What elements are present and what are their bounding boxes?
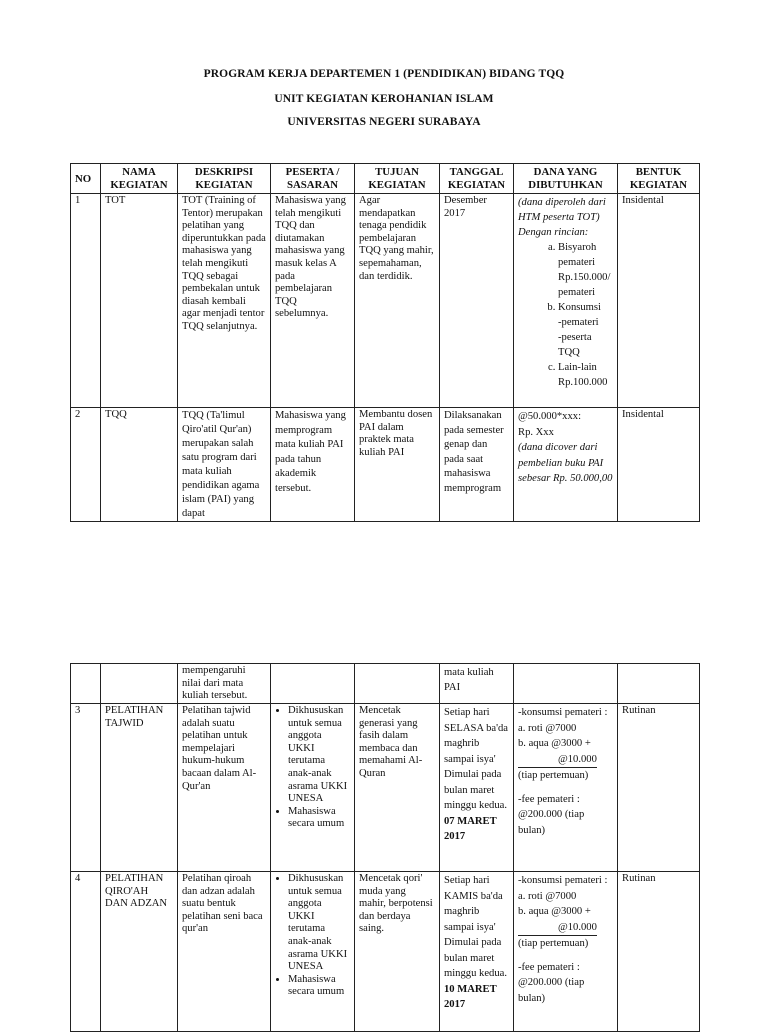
cell-peserta [271,664,355,704]
col-header-dana: DANA YANG DIBUTUHKAN [514,164,618,194]
cell-bentuk: Insidental [618,194,700,408]
dana-line-2: Rp. Xxx [518,426,554,438]
cell-tanggal [440,704,514,872]
table-header-row [71,164,700,194]
peserta-item: • Mahasiswa secara umum [288,806,350,831]
cell-no: 1 [71,194,101,408]
dana-aqua: b. aqua @3000 + [518,906,591,917]
dana-roti: a. roti @7000 [518,890,577,902]
dana-aqua: b. aqua @3000 + [518,738,591,749]
doc-title-line-2: UNIT KEGIATAN KEROHANIAN ISLAM [274,93,494,105]
peserta-list [275,705,350,831]
dana-fee-pemateri: -fee pemateri : @200.000 (tiap bulan) [518,961,585,1004]
cell-deskripsi: mempengaruhi nilai dari mata kuliah tersebut. [178,664,271,704]
cell-no [71,664,101,704]
cell-nama: TQQ [101,408,178,522]
table-row-tot [71,194,700,408]
dana-total: @10.000 [518,920,597,937]
dana-fee-pemateri: -fee pemateri : @200.000 (tiap bulan) [518,793,585,836]
col-header-deskripsi: DESKRIPSI KEGIATAN [178,164,271,194]
program-table-page-1 [70,163,700,522]
rincian-item: c. Lain-lain Rp.100.000 [558,360,613,390]
cell-tujuan: Mencetak qori' muda yang mahir, berpotensi dan berdaya saing. [355,872,440,1032]
cell-peserta [271,704,355,872]
cell-tujuan [355,664,440,704]
table-row-pelatihan-qiroah [71,872,700,1032]
cell-nama: PELATIHAN QIRO'AH DAN ADZAN [101,872,178,1032]
cell-tanggal: Desember 2017 [440,194,514,408]
cell-nama [101,664,178,704]
peserta-list [275,873,350,999]
table-row-pelatihan-tajwid [71,704,700,872]
cell-tujuan: Agar mendapatkan tenaga pendidik pembelajaran TQQ yang mahir, sepemahaman, dan terdidik. [355,194,440,408]
dana-rincian-list [518,240,613,390]
cell-peserta: Mahasiswa yang telah mengikuti TQQ dan diutamakan mahasiswa yang masuk kelas A pada pembelajaran TQQ sebelumnya. [271,194,355,408]
tanggal-mulai: 10 MARET 2017 [444,983,497,1010]
cell-peserta: Mahasiswa yang memprogram mata kuliah PAI pada tahun akademik tersebut. [271,408,355,522]
col-header-peserta: PESERTA / SASARAN [271,164,355,194]
cell-tujuan: Membantu dosen PAI dalam praktek mata kuliah PAI [355,408,440,522]
dana-line-1: @50.000*xxx: [518,411,582,422]
cell-bentuk [618,664,700,704]
cell-dana [514,704,618,872]
peserta-item: • Mahasiswa secara umum [288,974,350,999]
tanggal-jadwal: Setiap hari SELASA ba'da maghrib sampai isya' Dimulai pada bulan maret minggu kedua. [444,707,508,811]
cell-tanggal: mata kuliah PAI [440,664,514,704]
peserta-item: • Dikhususkan untuk semua anggota UKKI terutama anak-anak asrama UKKI UNESA [288,873,350,974]
col-header-no: NO [71,164,101,194]
col-header-bentuk: BENTUK KEGIATAN [618,164,700,194]
doc-title-line-1: PROGRAM KERJA DEPARTEMEN 1 (PENDIDIKAN) BIDANG TQQ [203,68,565,80]
dana-konsumsi-label: -konsumsi pemateri : [518,707,608,718]
cell-tujuan: Mencetak generasi yang fasih dalam membaca dan memahami Al-Quran [355,704,440,872]
cell-deskripsi: Pelatihan qiroah dan adzan adalah suatu bentuk pelatihan seni baca qur'an [178,872,271,1032]
cell-dana [514,194,618,408]
dana-note: (dana diperoleh dari HTM peserta TOT) [518,197,606,223]
col-header-tanggal: TANGGAL KEGIATAN [440,164,514,194]
dana-tiap-pertemuan: (tiap pertemuan) [518,938,589,949]
cell-deskripsi: TOT (Training of Tentor) merupakan pelatihan yang diperuntukkan pada mahasiswa yang telah mengikuti TQQ sebagai pembekalan untuk diasah kembali agar menjadi tentor TQQ selanjutnya. [178,194,271,408]
cell-nama: TOT [101,194,178,408]
dana-rincian-label: Dengan rincian: [518,227,589,238]
cell-tanggal [440,872,514,1032]
peserta-item: • Dikhususkan untuk semua anggota UKKI terutama anak-anak asrama UKKI UNESA [288,705,350,806]
tanggal-mulai: 07 MARET 2017 [444,815,497,842]
cell-bentuk: Rutinan [618,872,700,1032]
cell-nama: PELATIHAN TAJWID [101,704,178,872]
table-row-tqq-continued [71,664,700,704]
rincian-item: a. Bisyaroh pemateri Rp.150.000/ pemateri [558,240,613,300]
cell-tanggal: Dilaksanakan pada semester genap dan pada saat mahasiswa memprogram [440,408,514,522]
dana-konsumsi-label: -konsumsi pemateri : [518,875,608,886]
table-row-tqq [71,408,700,522]
dana-note: (dana dicover dari pembelian buku PAI sebesar Rp. 50.000,00 [518,442,613,484]
cell-dana [514,664,618,704]
cell-peserta [271,872,355,1032]
cell-bentuk: Rutinan [618,704,700,872]
col-header-nama: NAMA KEGIATAN [101,164,178,194]
tanggal-jadwal: Setiap hari KAMIS ba'da maghrib sampai isya' Dimulai pada bulan maret minggu kedua. [444,875,507,979]
cell-deskripsi: Pelatihan tajwid adalah suatu pelatihan untuk mempelajari hukum-hukum bacaan dalam Al-Qur'an [178,704,271,872]
dana-tiap-pertemuan: (tiap pertemuan) [518,770,589,781]
program-table-page-2 [70,663,700,1032]
cell-no: 4 [71,872,101,1032]
rincian-item: b. Konsumsi -pemateri -peserta TQQ [558,300,613,360]
cell-no: 2 [71,408,101,522]
col-header-tujuan: TUJUAN KEGIATAN [355,164,440,194]
doc-title-line-3: UNIVERSITAS NEGERI SURABAYA [287,116,481,128]
cell-dana [514,872,618,1032]
cell-deskripsi: TQQ (Ta'limul Qiro'atil Qur'an) merupakan salah satu program dari mata kuliah pendidikan agama islam (PAI) yang dapat [178,408,271,522]
dana-total: @10.000 [518,752,597,769]
cell-bentuk: Insidental [618,408,700,522]
cell-dana [514,408,618,522]
dana-roti: a. roti @7000 [518,722,577,734]
cell-no: 3 [71,704,101,872]
